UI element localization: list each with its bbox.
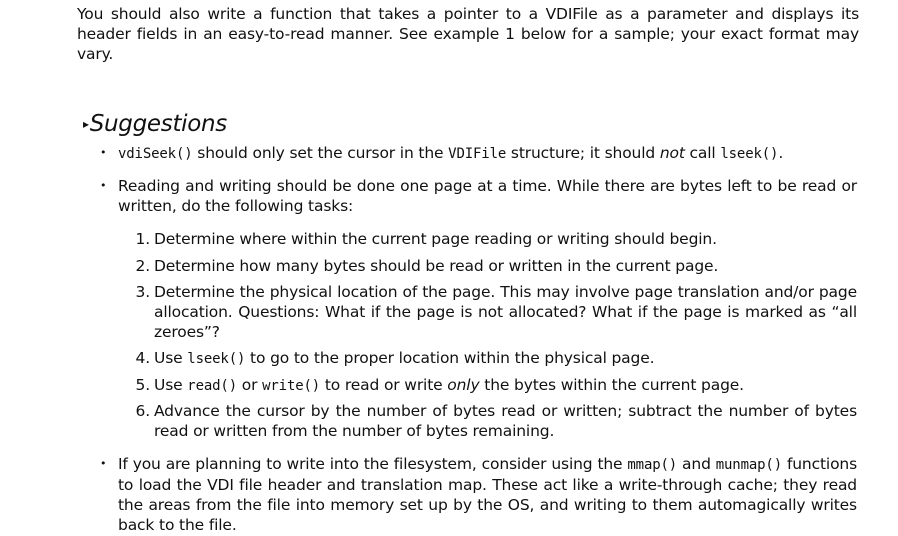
- text-run: call: [684, 144, 721, 162]
- triangle-marker-icon: ▸: [83, 117, 89, 131]
- suggestions-list-2: [100, 176, 857, 216]
- list-item-mmap: [100, 454, 857, 535]
- step-item-3: [130, 282, 857, 342]
- intro-paragraph-block: [77, 4, 859, 64]
- text-run: If you are planning to write into the filesystem, consider using the: [118, 455, 628, 473]
- section-heading-suggestions: [83, 110, 227, 138]
- text-run: functions to load the VDI file header and translation map. These act like a write-through cache; they read the areas from the file into memory set up by the OS, and writing to them automagically writes back to the file.: [118, 455, 857, 534]
- list-item-vdiseek: [100, 143, 857, 164]
- text-run: should only set the cursor in the: [192, 144, 449, 162]
- step-list-6: [130, 401, 857, 441]
- text-run: structure; it should: [506, 144, 660, 162]
- list-item-reading-writing: [100, 176, 857, 216]
- list-item-text: [118, 454, 857, 535]
- suggestions-list: [100, 143, 857, 164]
- bullet-icon: •: [100, 179, 107, 192]
- step-list-2: [130, 256, 857, 276]
- code-read: read(): [187, 378, 237, 394]
- text-run: the bytes within the current page.: [479, 376, 744, 394]
- text-run: .: [778, 144, 784, 162]
- code-lseek: lseek(): [187, 351, 246, 367]
- step-number: 3.: [135, 283, 150, 301]
- code-vdiseek: vdiSeek(): [118, 146, 193, 162]
- step-text: [154, 348, 857, 369]
- step-number: 4.: [135, 349, 150, 367]
- list-item-text: [118, 143, 857, 164]
- step-item-5: [130, 375, 857, 396]
- step-text: [154, 375, 857, 396]
- step-text: Determine the physical location of the page. This may involve page translation and/or page allocation. Questions: What if the page is not allocated? What if the page is marked as “all zeroes”?: [154, 283, 857, 341]
- step-list-3: [130, 282, 857, 342]
- list-item-text: Reading and writing should be done one page at a time. While there are bytes left to be read or written, do the following tasks:: [118, 177, 857, 215]
- code-munmap: munmap(): [715, 457, 782, 473]
- text-run: Use: [154, 349, 188, 367]
- text-run: to go to the proper location within the physical page.: [245, 349, 655, 367]
- step-text: Determine how many bytes should be read or written in the current page.: [154, 257, 719, 275]
- step-number: 6.: [135, 402, 150, 420]
- code-lseek: lseek(): [720, 146, 779, 162]
- code-mmap: mmap(): [627, 457, 678, 473]
- step-list-1: [130, 229, 857, 249]
- text-run: to read or write: [320, 376, 448, 394]
- step-item-2: [130, 256, 857, 276]
- bullet-icon: •: [100, 146, 107, 159]
- suggestions-list-3: [100, 454, 857, 535]
- step-item-1: [130, 229, 857, 249]
- step-text: Advance the cursor by the number of bytes read or written; subtract the number of bytes read or written from the number of bytes remaining.: [154, 402, 857, 440]
- emphasis-only: only: [447, 376, 480, 394]
- intro-paragraph: You should also write a function that takes a pointer to a VDIFile as a parameter and displays its header fields in an easy-to-read manner. See example 1 below for a sample; your exact format may vary.: [77, 5, 859, 63]
- step-number: 5.: [135, 376, 150, 394]
- step-list-5: [130, 375, 857, 396]
- step-number: 1.: [135, 230, 150, 248]
- text-run: Use: [154, 376, 188, 394]
- text-run: or: [236, 376, 263, 394]
- section-title: Suggestions: [89, 111, 227, 137]
- bullet-icon: •: [100, 457, 107, 470]
- step-number: 2.: [135, 257, 150, 275]
- step-item-4: [130, 348, 857, 369]
- code-write: write(): [262, 378, 321, 394]
- code-vdifile: VDIFile: [448, 146, 507, 162]
- text-run: and: [677, 455, 716, 473]
- step-item-6: [130, 401, 857, 441]
- step-text: Determine where within the current page reading or writing should begin.: [154, 230, 717, 248]
- emphasis-not: not: [659, 144, 685, 162]
- step-list-4: [130, 348, 857, 369]
